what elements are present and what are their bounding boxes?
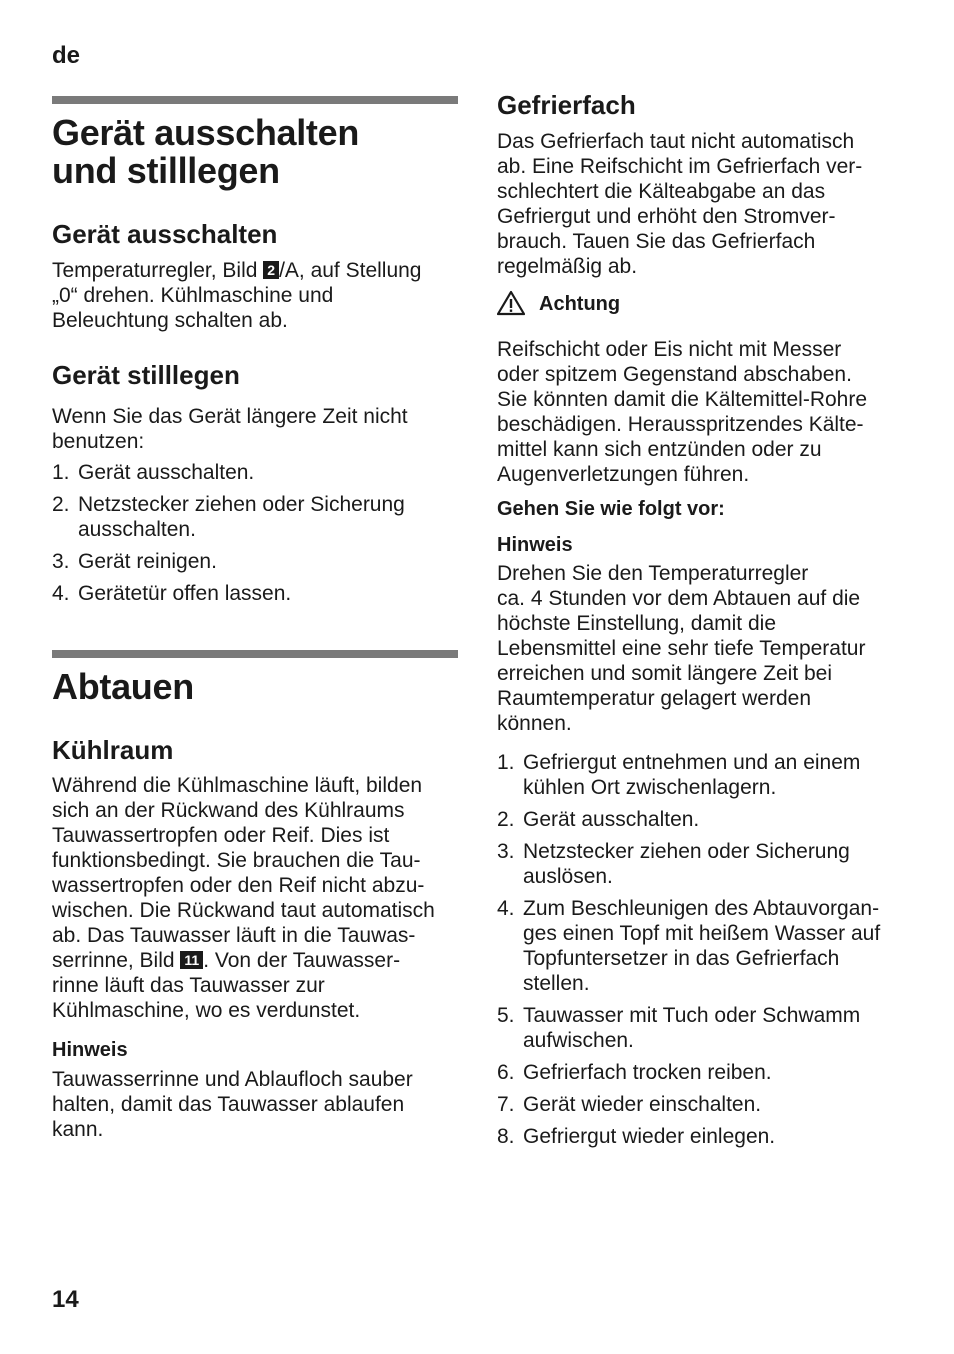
subheading-decommission: Gerät stilllegen xyxy=(52,360,240,390)
decommission-steps xyxy=(52,460,462,613)
language-code: de xyxy=(52,42,81,69)
text-line: kann. xyxy=(52,1118,104,1141)
switch-off-paragraph: Temperaturregler, Bild 2 /A, auf Stellung „0“ drehen. Kühlmaschine und Beleuchtung schalten ab. xyxy=(52,259,422,332)
list-number: 2. xyxy=(52,493,70,516)
defrost-steps xyxy=(497,750,917,1156)
text-line: oder spitzem Gegenstand abschaben. xyxy=(497,363,852,386)
text-line: regelmäßig ab. xyxy=(497,255,638,278)
list-item xyxy=(497,807,917,832)
list-number: 2. xyxy=(497,808,515,831)
subheading-switch-off: Gerät ausschalten xyxy=(52,219,278,249)
list-item xyxy=(497,896,917,996)
decommission-intro: Wenn Sie das Gerät längere Zeit nicht benutzen: xyxy=(52,405,408,453)
section-divider xyxy=(52,650,458,658)
list-text: Gefrierfach trocken reiben. xyxy=(523,1061,772,1084)
text-line: beschädigen. Herausspritzendes Kälte- xyxy=(497,413,864,436)
list-item xyxy=(497,839,917,889)
text-line: Während die Kühlmaschine läuft, bilden xyxy=(52,774,423,797)
list-number: 1. xyxy=(52,461,70,484)
list-item xyxy=(497,1092,917,1117)
freezer-paragraph xyxy=(497,129,907,279)
text-line: mittel kann sich entzünden oder zu xyxy=(497,438,822,461)
list-number: 3. xyxy=(497,840,515,863)
text-line: Lebensmittel eine sehr tiefe Temperatur xyxy=(497,637,866,660)
list-text: Gerätetür offen lassen. xyxy=(78,582,292,605)
warning-heading xyxy=(497,290,620,316)
page-number: 14 xyxy=(52,1286,79,1313)
subheading-fridge: Kühlraum xyxy=(52,735,174,765)
text-line: höchste Einstellung, damit die xyxy=(497,612,776,635)
list-number: 6. xyxy=(497,1061,515,1084)
list-text: Gefriergut entnehmen und an einem kühlen Ort zwischenlagern. xyxy=(523,751,861,799)
text-line: ca. 4 Stunden vor dem Abtauen auf die xyxy=(497,587,861,610)
note-label: Hinweis xyxy=(497,534,573,556)
list-item xyxy=(497,1060,917,1085)
text-line: ab. Eine Reifschicht im Gefrierfach ver- xyxy=(497,155,863,178)
list-text: Tauwasser mit Tuch oder Schwamm aufwischen. xyxy=(523,1004,861,1052)
text-line: schlechtert die Kälteabgabe an das xyxy=(497,180,826,203)
text-line: sich an der Rückwand des Kühlraums xyxy=(52,799,405,822)
warning-triangle-icon xyxy=(497,290,525,316)
list-item xyxy=(497,1124,917,1149)
figure-ref-badge: 11 xyxy=(180,951,203,969)
list-item xyxy=(497,1003,917,1053)
list-item xyxy=(497,750,917,800)
list-text: Gerät reinigen. xyxy=(78,550,217,573)
list-text: Netzstecker ziehen oder Sicherung ausschalten. xyxy=(78,493,405,541)
note-paragraph xyxy=(497,561,907,736)
text-line: Tauwassertropfen oder Reif. Dies ist xyxy=(52,824,390,847)
warning-paragraph xyxy=(497,337,907,487)
text-line: können. xyxy=(497,712,572,735)
list-item xyxy=(52,492,462,542)
text-line: Gefriergut und erhöht den Stromver- xyxy=(497,205,836,228)
text-line: Tauwasserrinne und Ablaufloch sauber xyxy=(52,1068,413,1091)
text-line: funktionsbedingt. Sie brauchen die Tau- xyxy=(52,849,421,872)
text-line: Das Gefrierfach taut nicht automatisch xyxy=(497,130,855,153)
text-line: wassertropfen oder den Reif nicht abzu- xyxy=(52,874,425,897)
list-text: Gefriergut wieder einlegen. xyxy=(523,1125,776,1148)
list-number: 8. xyxy=(497,1125,515,1148)
list-text: Gerät ausschalten. xyxy=(78,461,255,484)
list-number: 4. xyxy=(497,897,515,920)
section-title-defrost: Abtauen xyxy=(52,666,194,707)
text-line: Raumtemperatur gelagert werden xyxy=(497,687,811,710)
text-line: Sie könnten damit die Kältemittel-Rohre xyxy=(497,388,868,411)
text-line: Reifschicht oder Eis nicht mit Messer xyxy=(497,338,842,361)
subheading-freezer: Gefrierfach xyxy=(497,90,636,120)
section-title-switch-off: Gerät ausschalten und stilllegen xyxy=(52,112,360,191)
list-number: 7. xyxy=(497,1093,515,1116)
list-text: Zum Beschleunigen des Abtauvorgan- ges einen Topf mit heißem Wasser auf Topfuntersetzer in das Gefrierfach stellen. xyxy=(523,897,881,995)
text-line: halten, damit das Tauwasser ablaufen xyxy=(52,1093,405,1116)
note-label: Hinweis xyxy=(52,1039,128,1061)
list-number: 3. xyxy=(52,550,70,573)
fridge-paragraph xyxy=(52,773,462,1023)
text-line: erreichen und somit längere Zeit bei xyxy=(497,662,833,685)
list-text: Gerät wieder einschalten. xyxy=(523,1093,762,1116)
text-line: Kühlmaschine, wo es verdunstet. xyxy=(52,999,361,1022)
note-paragraph xyxy=(52,1067,462,1142)
procedure-label: Gehen Sie wie folgt vor: xyxy=(497,498,725,520)
text-line: Augenverletzungen führen. xyxy=(497,463,750,486)
list-number: 4. xyxy=(52,582,70,605)
list-text: Netzstecker ziehen oder Sicherung auslösen. xyxy=(523,840,850,888)
section-divider xyxy=(52,96,458,104)
list-item xyxy=(52,460,462,485)
text-line: wischen. Die Rückwand taut automatisch xyxy=(52,899,435,922)
list-item xyxy=(52,581,462,606)
list-number: 1. xyxy=(497,751,515,774)
text-line: serrinne, Bild 11 . Von der Tauwasser- xyxy=(52,949,401,972)
text-line: ab. Das Tauwasser läuft in die Tauwas- xyxy=(52,924,416,947)
list-number: 5. xyxy=(497,1004,515,1027)
list-item xyxy=(52,549,462,574)
warning-label: Achtung xyxy=(539,293,621,315)
text-line: brauch. Tauen Sie das Gefrierfach xyxy=(497,230,816,253)
figure-ref-badge: 2 xyxy=(263,261,279,279)
text-line: Drehen Sie den Temperaturregler xyxy=(497,562,809,585)
list-text: Gerät ausschalten. xyxy=(523,808,700,831)
text-line: rinne läuft das Tauwasser zur xyxy=(52,974,325,997)
